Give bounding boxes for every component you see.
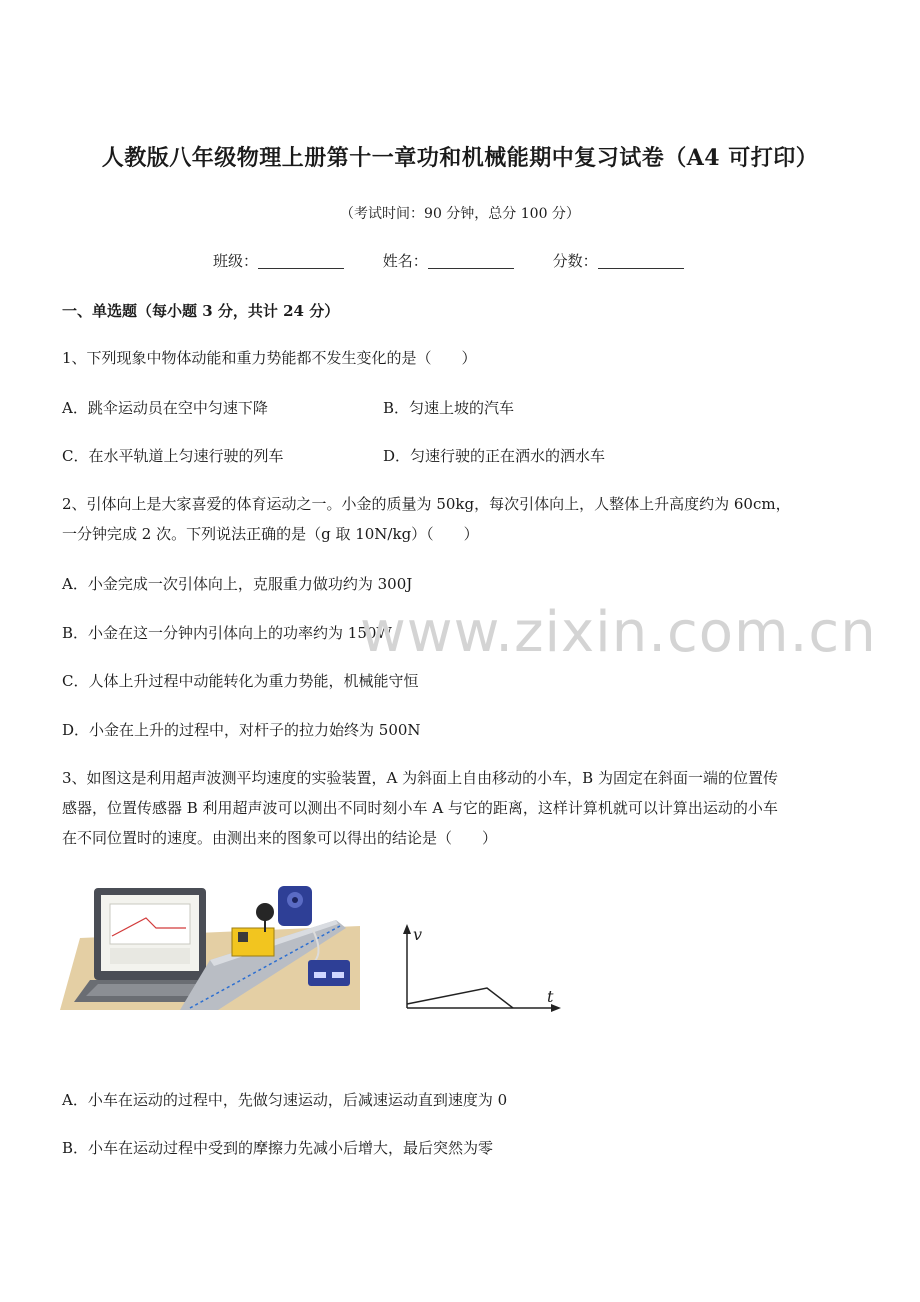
class-blank[interactable]: [258, 252, 344, 269]
page-title: 人教版八年级物理上册第十一章功和机械能期中复习试卷（A4 可打印）: [101, 145, 819, 171]
q2-option-c: C．人体上升过程中动能转化为重力势能，机械能守恒: [62, 672, 419, 690]
q3-option-a: A．小车在运动的过程中，先做匀速运动，后减速运动直到速度为 0: [62, 1091, 508, 1109]
apparatus-illustration: [60, 876, 360, 1012]
velocity-curve: [407, 988, 513, 1008]
class-label: 班级：: [213, 252, 259, 270]
q1-option-a: A．跳伞运动员在空中匀速下降: [62, 399, 268, 417]
velocity-time-graph: [395, 920, 570, 1020]
name-blank[interactable]: [428, 252, 514, 269]
q2-option-a: A．小金完成一次引体向上，克服重力做功约为 300J: [62, 575, 413, 593]
question-3-stem-line3: 在不同位置时的速度。由测出来的图象可以得出的结论是（ ）: [62, 829, 498, 847]
t-axis-label: t: [547, 987, 554, 1006]
question-2-stem-line1: 2、引体向上是大家喜爱的体育运动之一。小金的质量为 50kg，每次引体向上，人整体上升高度约为 60cm，: [62, 495, 791, 513]
q1-option-b: B．匀速上坡的汽车: [383, 399, 515, 417]
q2-option-b: B．小金在这一分钟内引体向上的功率约为 150W: [62, 624, 392, 642]
question-1-stem: 1、下列现象中物体动能和重力势能都不发生变化的是（ ）: [62, 349, 477, 367]
q1-option-d: D．匀速行驶的正在洒水的洒水车: [383, 447, 606, 465]
name-label: 姓名：: [382, 252, 428, 270]
section-heading: 一、单选题（每小题 3 分，共计 24 分）: [62, 302, 340, 320]
question-3-stem-line1: 3、如图这是利用超声波测平均速度的实验装置，A 为斜面上自由移动的小车，B 为固定在斜面一端的位置传: [62, 769, 778, 787]
score-label: 分数：: [552, 252, 598, 270]
q2-option-d: D．小金在上升的过程中，对杆子的拉力始终为 500N: [62, 721, 421, 739]
exam-info: （考试时间：90 分钟，总分 100 分）: [340, 206, 580, 222]
q1-option-c: C．在水平轨道上匀速行驶的列车: [62, 447, 284, 465]
question-2-stem-line2: 一分钟完成 2 次。下列说法正确的是（g 取 10N/kg）（ ）: [62, 525, 479, 543]
student-fields: [213, 250, 684, 271]
q3-option-b: B．小车在运动过程中受到的摩擦力先减小后增大，最后突然为零: [62, 1139, 494, 1157]
score-blank[interactable]: [598, 252, 684, 269]
v-axis-arrow-icon: [403, 924, 411, 934]
v-axis-label: v: [413, 925, 423, 944]
question-3-stem-line2: 感器，位置传感器 B 利用超声波可以测出不同时刻小车 A 与它的距离，这样计算机就可以计算出运动的小车: [62, 799, 778, 817]
watermark: www.zixin.com.cn: [360, 600, 877, 665]
